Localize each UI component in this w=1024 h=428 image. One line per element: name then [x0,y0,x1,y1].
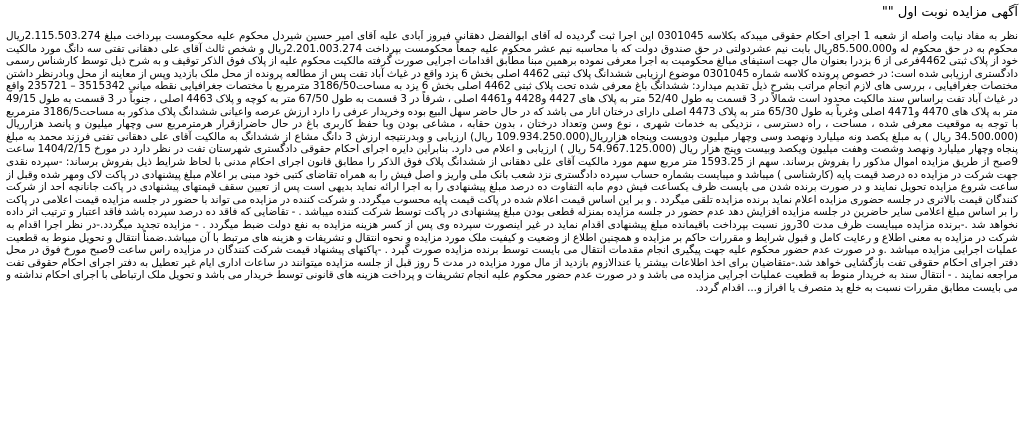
notice-title: آگهی مزایده نوبت اول "" [881,5,1018,20]
notice-body-text: نظر به مفاد نیابت واصله از شعبه 1 اجرای احکام حقوقی میبدکه بکلاسه 0301045 این اجرا ثبت گردیده له آقای ابوالفضل دهقانی فیروز آبادی علیه آقای امیر حسین شیردل محکوم علیه محکومست بپرداخت مبلغ 2.115.503.274ریال محکوم به در حق محکوم له و85.500.000ریال بابت نیم عشردولتی در حق صندوق دولت که با محاسبه نیم عشر محکوم علیه جمعاً محکومست بپرداخت 2.201.003.274ریال و شخص ثالث آقای علی دهقانی تفتی سه دانگ مورد مالکیت خود از پلاک ثبتی 4462فرعی از 6 بزدرا بعنوان مال جهت استیفای مبالغ محکومیت به اجرا معرفی نموده برهمین مبنا مطابق اقدامات اجرایی صورت گرفته مالکیت محکوم علیه از پلاک فوق الذکر توقیف و به شرح ذیل توسط کارشناس رسمی دادگستری ارزیابی شده است: در خصوص پرونده کلاسه شماره 0301045 موضوع ارزیابی ششدانگ پلاک ثبتی 4462 اصلی بخش 6 یزد واقع در غیاث آباد تفت پس از مطالعه پرونده از محل ملک بازدید وپس از معاینه از محل وبادرنظر داشتن مختصات جغرافیایی ، بررسی های لازم انجام مراتب بشرح ذیل تقدیم میدارد: ششدانگ باغ معرفی شده تحت پلاک ثبتی 4462 اصلی بخش 6 یزد به مساحت3186/50 مترمربع با مختصات جغرافیایی نقطه میانی 3515342 – 235721 واقع در غیاث آباد تفت براساس سند مالکیت محدود است شمالاً در 3 قسمت به طول 52/40 متر به پلاک های 4427 و4428 و4461 اصلی ، شرقاً در 3 قسمت به طول 67/50 متر به کوچه و پلاک 4463 اصلی ، جنوباً در 3 قسمت به طول 49/15 متر به پلاک های 4470 و4471 اصلی وغرباً به طول 65/30 متر به پلاک 4473 اصلی دارای درختان انار می باشد که در حال حاضر سهل البیع بوده وخریدار عرفی را دارد ارزش عرصه واعیانی ششدانگ پلاک مذکور به مساحت3186/5 مترمربع با توجه به موقعیت معرفی شده ، مساحت ، راه دسترسی ، نزدیکی به خدمات شهری ، نوع وسن وتعداد درختان ، بدون حقابه ، مشاعی بودن وبا حفظ کاربری باغ در حال حاضرازقرار هرمترمربع سی وچهار میلیون و پانصد هزارریال (34.500.000 ریال ) به مبلغ یکصد ونه میلیارد ونهصد وسی وچهار میلیون ودویست وپنجاه هزارریال(109.934.250.000 ریال) ارزیابی و وبدرنتیجه ارزش 3 دانگ مشاع از ششدانگ به مالکیت آقای علی دهقانی تفتی فرزند محمد به مبلغ پنجاه وچهار میلیارد ونهصد وشصت وهفت میلیون ویکصد وبیست وپنج هزار ریال (54.967.125.000 ریال ) ارزیابی و اعلام می دارد. بنابراین دایره اجرای احکام حقوقی دادگستری شهرستان تفت در نظر دارد در مورخ 1404/2/15 ساعت 9صبح از طریق مزایده اموال مذکور را بفروش برساند. سهم از 1593.25 متر مربع سهم مورد مالکیت آقای علی دهقانی از ششدانگ پلاک فوق الذکر را مطابق قانون اجرای احکام مدنی با لحاظ شرایط ذیل بفروش برساند: -سپرده نقدی جهت شرکت در مزایده ده درصد قیمت پایه (کارشناسی ) میباشد و میبایست بشماره حساب سپرده دادگستری نزد شعب بانک ملی واریز و اصل فیش را به همراه تقاضای کتبی خود مبنی بر اعلام مبلغ پیشنهادی در پاکت لاک ومهر شده وقبل از ساعت شروع مزایده تحویل نمایند و در صورت برنده شدن می بایست ظرف یکساعت فیش دوم مابه التفاوت ده درصد مبلغ پیشنهادی را به اجرا ارائه نماید بدیهی است پس از تعیین سقف قیمتهای پیشنهادی در پاکت جانانچه احد از شرکت کنندگان قیمت بالاتری در جلسه حضوری مزایده اعلام نماید برنده مزایده تلقی میگردد . و بر این اساس قیمت اعلام شده در پاکت قیمت پایه محسوب میگردد. و شرکت کننده در مزایده می تواند با حضور در جلسه مزایده قیمت اعلامی در پاکت را بر اساس مبلغ اعلامی سایر حاضرین در جلسه مزایده افزایش دهد عدم حضور در جلسه مزایده بمنزله قطعی بودن مبلغ پیشنهادی در پاکت توسط شرکت کننده میباشد . - تقاضایی که فاقد ده درصد سپرده باشد فاقد اعتبار و ترتیب اثر داده نخواهد شد .-برنده مزایده میبایست ظرف مدت 30روز نسبت بپرداخت باقیمانده مبلغ پیشنهادی اقدام نماید در غیر اینصورت سپرده وی پس از کسر هزینه مزایده به نفع دولت ضبط میگردد . - مزایده تجدید میگردد.-در نظر اجرا اقدام به شرکت در مزایده به معنی اطلاع و رعایت کامل و قبول شرایط و مقررات حاکم بر مزایده و همچنین اطلاع از وضعیت و کیفیت ملک مورد مزایده و نحوه انتقال و تشریفات و هزینه های مرتبط با آن میباشد.ضمناً انتقال و تحویل منوط به قطعیت عملیات اجرایی مزایده میباشد .و در صورت عدم حضور محکوم علیه جهت پیگیری انجام مقدمات انتقال می بایست توسط برنده مزایده صورت گیرد . -پاکتهای پیشنهاد قیمت شرکت کنندگان در مزایده راس ساعت 9صبح مورخ فوق در محل دفتر اجرای احکام حقوقی تفت بازگشایی خواهد شد.-متقاضیان برای اخذ اطلاعات بیشتر یا عندالازوم بازدید از مال مورد مزایده در مدت 5 روز قبل از جلسه مزایده میتوانند در ساعات اداری ایام غیر تعطیل به دفتر اجرای احکام حقوقی تفت مراجعه نمایند . - انتقال سند به خریدار منوط به قطعیت عملیات اجرایی مزایده می باشد و در صورت عدم حضور محکوم علیه انجام تشریفات و پرداخت هزینه های قانونی توسط خریدار می باشد و تحویل ملک ارتباطی با اجرای احکام نداشته و می بایست مطابق مقررات نسبت به خلع ید متصرف یا افراز و... اقدام گردد. [6,30,1018,294]
